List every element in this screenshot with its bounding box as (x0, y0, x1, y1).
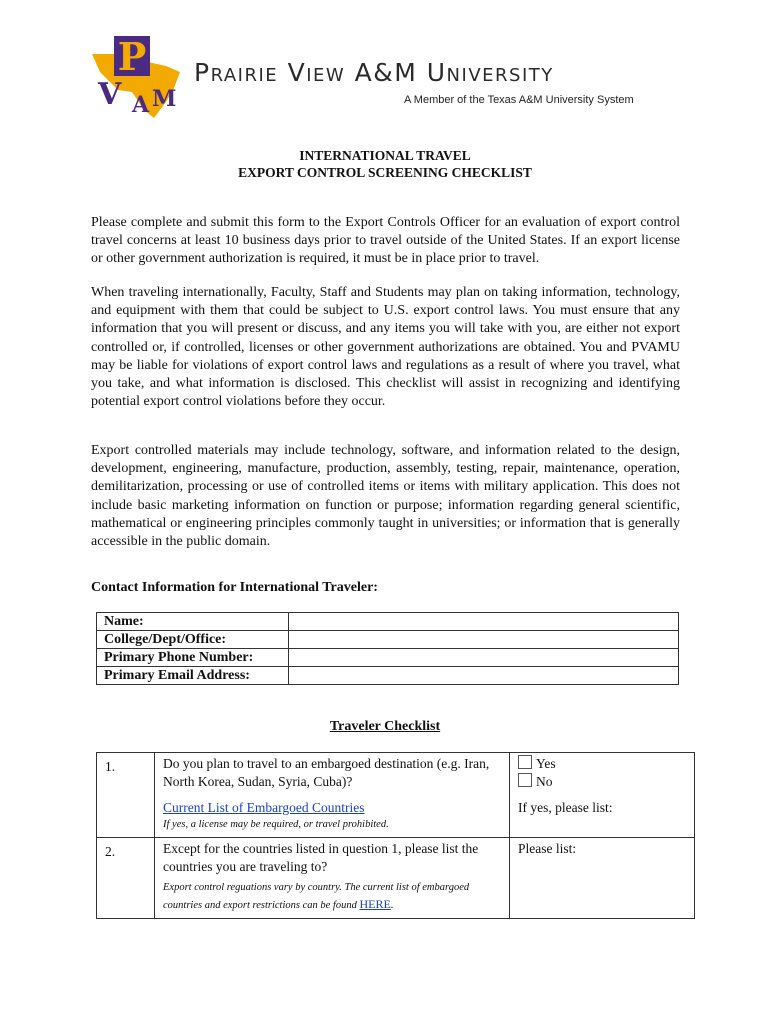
item-number: 1. (97, 753, 155, 838)
yes-checkbox[interactable] (518, 755, 532, 769)
svg-text:A: A (132, 92, 150, 118)
form-title-line1: INTERNATIONAL TRAVEL (299, 148, 471, 163)
yes-option[interactable] (518, 755, 688, 773)
item-number: 2. (97, 838, 155, 919)
email-field[interactable] (289, 667, 679, 685)
question-note: If yes, a license may be required, or travel prohibited. (163, 819, 389, 830)
phone-field[interactable] (289, 649, 679, 667)
followup-label: If yes, please list: (518, 800, 613, 815)
svg-text:M: M (152, 86, 177, 112)
college-field[interactable] (289, 631, 679, 649)
note-text: Export control reguations vary by country. The current list of embargoed countries and export restrictions can be found (163, 882, 470, 911)
question-cell (155, 753, 510, 838)
checklist-table (96, 752, 695, 919)
university-subtitle: A Member of the Texas A&M University System (404, 94, 634, 106)
no-label: No (536, 774, 553, 789)
materials-paragraph: Export controlled materials may include technology, software, and information related to the design, development, engineering, manufacture, production, assembly, testing, repair, maintenance, operation, demilitarization, processing or use of controlled items or items with military application. This does not include basic marketing information on function or purpose; information regarding general scientific, mathematical or engineering principles commonly taught in universities; or information that is generally accessible in the public domain. (91, 443, 680, 550)
form-title-line2: EXPORT CONTROL SCREENING CHECKLIST (238, 165, 532, 180)
contact-row-phone (97, 649, 679, 667)
question-text: Except for the countries listed in question 1, please list the countries you are traveling to? (163, 841, 479, 874)
intro-paragraph: Please complete and submit this form to the Export Controls Officer for an evaluation of export control travel concerns at least 10 business days prior to travel outside of the United States. If an export license or other government authorization is required, it must be in place prior to travel. (91, 215, 680, 267)
university-name: Prairie View A&M University (194, 58, 554, 87)
name-label: Name: (97, 613, 289, 631)
checklist-row-2 (97, 838, 695, 919)
name-field[interactable] (289, 613, 679, 631)
contact-row-name (97, 613, 679, 631)
here-link[interactable]: HERE (359, 897, 391, 911)
phone-label: Primary Phone Number: (97, 649, 289, 667)
question-note (163, 880, 503, 914)
answer-cell[interactable] (510, 838, 695, 919)
checklist-heading: Traveler Checklist (329, 719, 441, 734)
answer-cell (510, 753, 695, 838)
no-checkbox[interactable] (518, 773, 532, 787)
please-list-label: Please list: (518, 841, 577, 856)
university-logo (88, 32, 188, 128)
question-text: Do you plan to travel to an embargoed destination (e.g. Iran, North Korea, Sudan, Syria, Cuba)? (163, 756, 490, 789)
contact-heading: Contact Information for International Traveler: (91, 580, 378, 595)
contact-table (96, 612, 679, 685)
college-label: College/Dept/Office: (97, 631, 289, 649)
contact-row-email (97, 667, 679, 685)
question-cell (155, 838, 510, 919)
svg-text:P: P (117, 34, 147, 79)
no-option[interactable] (518, 773, 688, 791)
yes-label: Yes (536, 756, 556, 771)
embargoed-countries-link[interactable]: Current List of Embargoed Countries (163, 800, 365, 815)
note-end: . (390, 900, 394, 911)
travel-paragraph: When traveling internationally, Faculty, Staff and Students may plan on taking information, technology, and equipment with them that could be subject to U.S. export control laws. You must ensure that any information that you will present or discuss, and any items you will take with you, are either not export controlled or, if controlled, licenses or other government authorizations are obtained. You and PVAMU may be liable for violations of export control laws and regulations as a result of where you travel, what you take, and what information is disclosed. This checklist will assist in recognizing and identifying potential export control violations before they occur. (91, 285, 680, 410)
svg-text:V: V (98, 77, 122, 112)
contact-row-college (97, 631, 679, 649)
checklist-row-1 (97, 753, 695, 838)
email-label: Primary Email Address: (97, 667, 289, 685)
